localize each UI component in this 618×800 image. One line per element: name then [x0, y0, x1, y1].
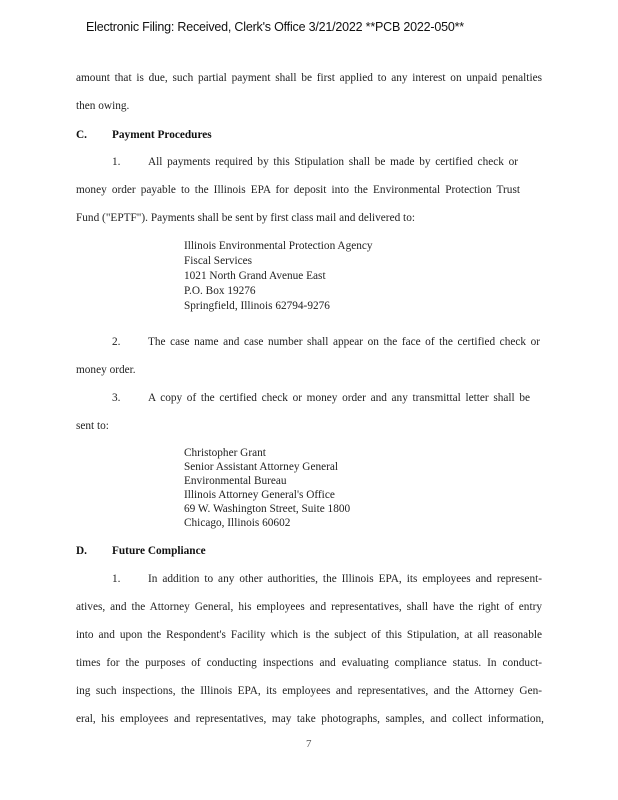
c-paragraph-1-line-3: Fund ("EPTF"). Payments shall be sent by first class mail and delivered to:	[76, 212, 415, 224]
c-paragraph-2-number: 2.	[112, 336, 121, 348]
contact-line: Environmental Bureau	[184, 475, 287, 487]
d-paragraph-1-number: 1.	[112, 573, 121, 585]
c-paragraph-1-line-2: money order payable to the Illinois EPA for deposit into the Environmental Protection Trust	[76, 184, 520, 196]
intro-line-2: then owing.	[76, 100, 130, 112]
page-number: 7	[306, 738, 312, 750]
d-paragraph-1-line-4: times for the purposes of conducting inspections and evaluating compliance status. In conduct-	[76, 657, 542, 669]
address-line: Fiscal Services	[184, 255, 253, 267]
contact-line: Chicago, Illinois 60602	[184, 517, 291, 529]
contact-line: 69 W. Washington Street, Suite 1800	[184, 503, 351, 515]
c-paragraph-1-line-1: All payments required by this Stipulation shall be made by certified check or	[148, 156, 518, 168]
contact-line: Illinois Attorney General's Office	[184, 489, 335, 501]
c-paragraph-3-number: 3.	[112, 392, 121, 404]
section-c-title: Payment Procedures	[112, 129, 212, 141]
filing-stamp: Electronic Filing: Received, Clerk's Office 3/21/2022 **PCB 2022-050**	[86, 20, 464, 34]
c-paragraph-3-line-1: A copy of the certified check or money order and any transmittal letter shall be	[148, 392, 530, 404]
section-d-title: Future Compliance	[112, 545, 206, 557]
address-line: P.O. Box 19276	[184, 285, 256, 297]
c-paragraph-1-number: 1.	[112, 156, 121, 168]
c-paragraph-3-line-2: sent to:	[76, 420, 109, 432]
d-paragraph-1-line-3: into and upon the Respondent's Facility which is the subject of this Stipulation, at all reasonable	[76, 629, 542, 641]
d-paragraph-1-line-1: In addition to any other authorities, the Illinois EPA, its employees and represent-	[148, 573, 542, 585]
section-d-letter: D.	[76, 545, 87, 557]
address-line: Springfield, Illinois 62794-9276	[184, 300, 330, 312]
c-paragraph-2-line-1: The case name and case number shall appear on the face of the certified check or	[148, 336, 540, 348]
d-paragraph-1-line-5: ing such inspections, the Illinois EPA, its employees and representatives, and the Attorney Gen-	[76, 685, 542, 697]
section-c-letter: C.	[76, 129, 87, 141]
d-paragraph-1-line-6: eral, his employees and representatives, may take photographs, samples, and collect information,	[76, 713, 544, 725]
epa-address-block	[184, 239, 373, 314]
address-line: 1021 North Grand Avenue East	[184, 270, 326, 282]
c-paragraph-2-line-2: money order.	[76, 364, 136, 376]
contact-line: Senior Assistant Attorney General	[184, 461, 339, 473]
contact-line: Christopher Grant	[184, 447, 266, 459]
d-paragraph-1-line-2: atives, and the Attorney General, his employees and representatives, shall have the right of entry	[76, 601, 542, 613]
attorney-contact-block	[184, 446, 350, 530]
intro-line-1: amount that is due, such partial payment shall be first applied to any interest on unpaid penalties	[76, 72, 542, 84]
address-line: Illinois Environmental Protection Agency	[184, 240, 373, 252]
